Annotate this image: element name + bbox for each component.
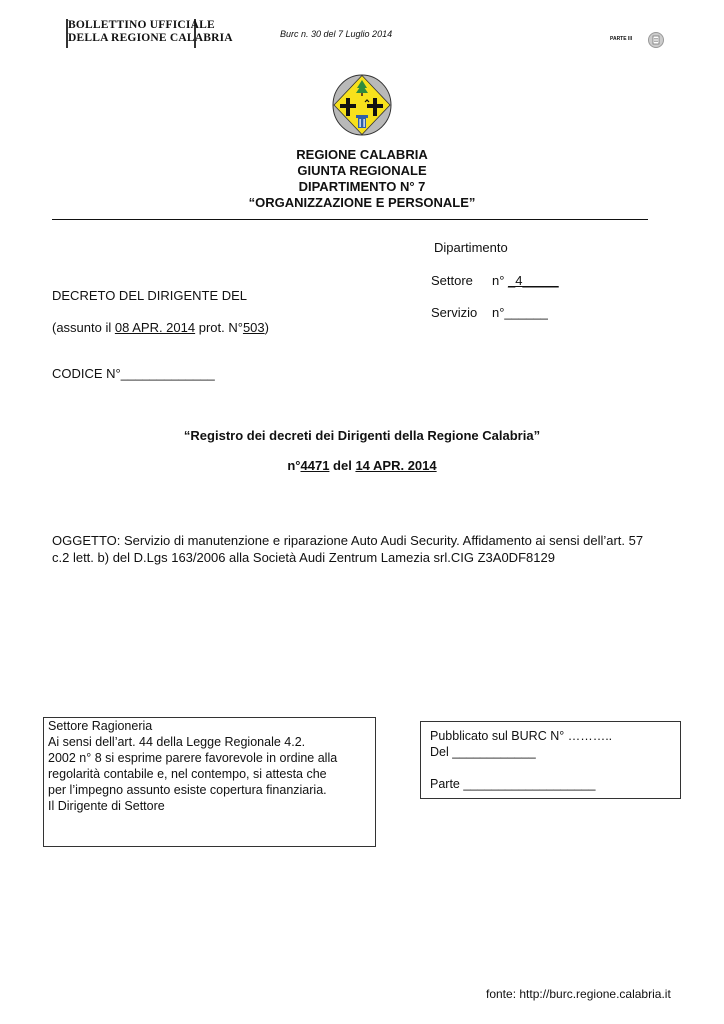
oggetto-line-2: c.2 lett. b) del D.Lgs 163/2006 alla Società Audi Zentrum Lamezia srl.CIG Z3A0DF8129 — [52, 550, 555, 565]
header-line-1: REGIONE CALABRIA — [296, 147, 428, 162]
oggetto-line-1: OGGETTO: Servizio di manutenzione e riparazione Auto Audi Security. Affidamento ai sensi dell’art. 57 — [52, 533, 644, 548]
settore-prefix: n° — [492, 273, 509, 288]
ragioneria-line-3: 2002 n° 8 si esprime parere favorevole in ordine alla — [48, 751, 338, 765]
header-line-3: DIPARTIMENTO N° 7 — [298, 179, 426, 194]
ragioneria-box — [43, 717, 376, 847]
registro-date: 14 APR. 2014 — [355, 458, 437, 473]
assunto-date: 08 APR. 2014 — [114, 320, 196, 335]
pubblicato-box — [420, 721, 681, 799]
parte-label: PARTE III — [610, 36, 633, 42]
bollettino-masthead — [66, 19, 233, 48]
source-footer: fonte: http://burc.regione.calabria.it — [486, 987, 671, 1001]
registro-title: “Registro dei decreti dei Dirigenti della Regione Calabria” — [183, 428, 541, 443]
pubblicato-line-1: Pubblicato sul BURC N° ……….. — [430, 729, 613, 743]
registro-number-line — [0, 458, 724, 473]
servizio-value: n°______ — [492, 305, 548, 320]
burc-reference: Burc n. 30 del 7 Luglio 2014 — [280, 29, 393, 39]
codice-field: CODICE N°_____________ — [52, 366, 215, 381]
settore-number: _4_____ — [508, 273, 559, 288]
ragioneria-line-1: Settore Ragioneria — [48, 719, 153, 733]
settore-value — [492, 273, 559, 288]
document-icon — [648, 32, 664, 48]
registro-n-prefix: n° — [287, 458, 301, 473]
decreto-title: DECRETO DEL DIRIGENTE DEL — [52, 288, 248, 303]
ragioneria-line-4: regolarità contabile e, nel contempo, si attesta che — [48, 767, 327, 781]
dipartimento-label: Dipartimento — [434, 240, 508, 255]
settore-label: Settore — [431, 273, 473, 288]
masthead-line-1: BOLLETTINO UFFICIALE — [68, 19, 215, 31]
registro-del: del — [329, 458, 356, 473]
ragioneria-line-6: Il Dirigente di Settore — [48, 799, 165, 813]
regione-calabria-emblem-icon — [332, 74, 392, 141]
assunto-line — [52, 320, 269, 335]
prot-number: 503 — [242, 320, 265, 335]
servizio-label: Servizio — [431, 305, 478, 320]
assunto-prefix: (assunto il — [52, 320, 115, 335]
header-line-2: GIUNTA REGIONALE — [297, 163, 427, 178]
registro-number: 4471 — [300, 458, 330, 473]
ragioneria-line-5: per l’impegno assunto esiste copertura finanziaria. — [48, 783, 327, 797]
assunto-closing: ) — [264, 320, 269, 335]
pubblicato-line-3: Parte ___________________ — [430, 777, 596, 791]
masthead-line-2: DELLA REGIONE CALABRIA — [68, 32, 233, 44]
ragioneria-line-2: Ai sensi dell’art. 44 della Legge Regionale 4.2. — [48, 735, 306, 749]
header-divider — [52, 219, 648, 220]
pubblicato-line-2: Del ____________ — [430, 745, 536, 759]
prot-prefix: prot. N° — [195, 320, 243, 335]
header-line-4: “ORGANIZZAZIONE E PERSONALE” — [248, 195, 476, 210]
